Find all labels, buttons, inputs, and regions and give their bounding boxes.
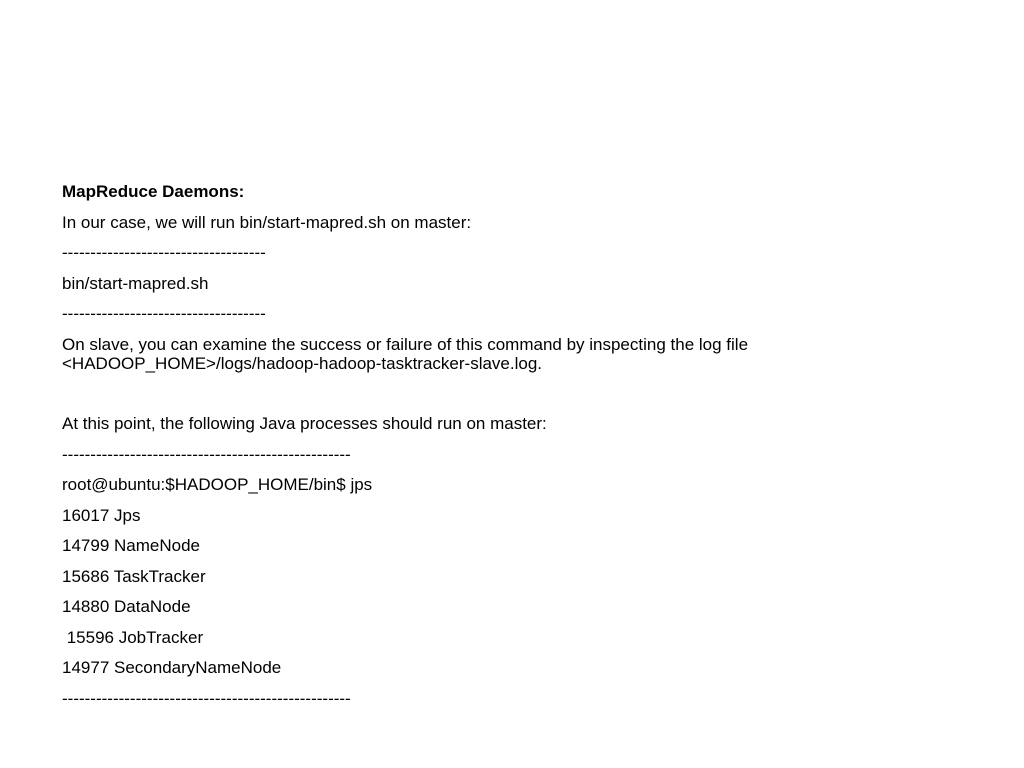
separator-line: ------------------------------------: [62, 304, 266, 323]
slave-note-line: On slave, you can examine the success or failure of this command by inspecting the log file: [62, 334, 749, 354]
slave-note: [62, 335, 962, 373]
command-text: bin/start-mapred.sh: [62, 273, 209, 293]
spacer: [62, 384, 962, 414]
process-item: 16017 Jps: [62, 505, 141, 525]
process-item: 14799 NameNode: [62, 536, 200, 555]
separator-line: ---------------------------------------------------: [62, 688, 351, 708]
process-item: 14977 SecondaryNameNode: [62, 658, 282, 677]
processes-intro-text: At this point, the following Java processes should run on master:: [62, 414, 547, 433]
intro-text: In our case, we will run bin/start-mapred.sh on master:: [62, 212, 472, 232]
slide-body: [62, 182, 962, 719]
slave-note-line: <HADOOP_HOME>/logs/hadoop-hadoop-tasktracker-slave.log.: [62, 353, 543, 373]
separator-line: ---------------------------------------------------: [62, 444, 351, 464]
process-item: 15596 JobTracker: [62, 627, 204, 647]
process-item: 15686 TaskTracker: [62, 566, 206, 586]
section-heading: MapReduce Daemons:: [62, 182, 245, 201]
shell-prompt: root@ubuntu:$HADOOP_HOME/bin$ jps: [62, 475, 373, 494]
process-item: 14880 DataNode: [62, 597, 191, 616]
separator-line: ------------------------------------: [62, 243, 266, 262]
